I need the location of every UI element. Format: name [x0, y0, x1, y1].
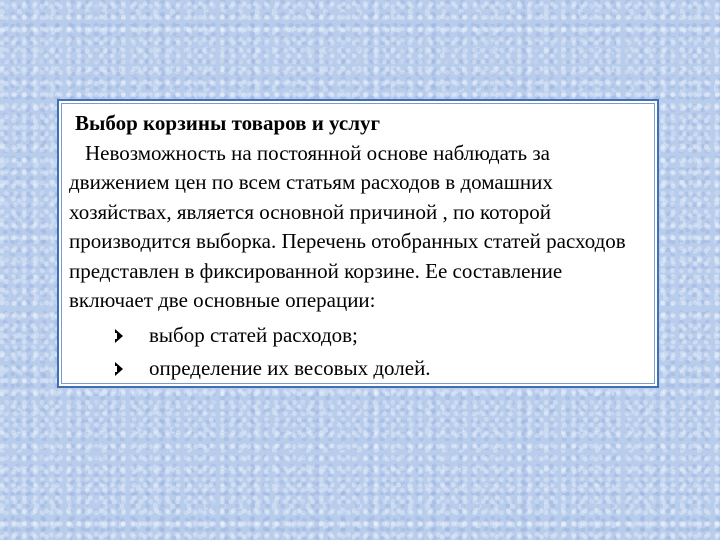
body-paragraph: Невозможность на постоянной основе наблюдать за движением цен по всем статьям расходов в домашних хозяйствах, является основной причиной , по которой производится выборка. Перечень отобранных статей расходов представлен в фиксированной корзине. Ее составление включает две основные операции: [69, 140, 626, 312]
bullet-item [69, 353, 647, 386]
play-arrow-icon [115, 362, 123, 376]
content-box [57, 99, 659, 388]
slide-title: Выбор корзины товаров и услуг [75, 111, 381, 135]
bullet-list [69, 320, 647, 386]
bullet-item [69, 320, 647, 353]
bullet-text: выбор статей расходов; [149, 323, 358, 348]
play-arrow-icon [115, 329, 123, 343]
bullet-text: определение их весовых долей. [149, 356, 431, 381]
